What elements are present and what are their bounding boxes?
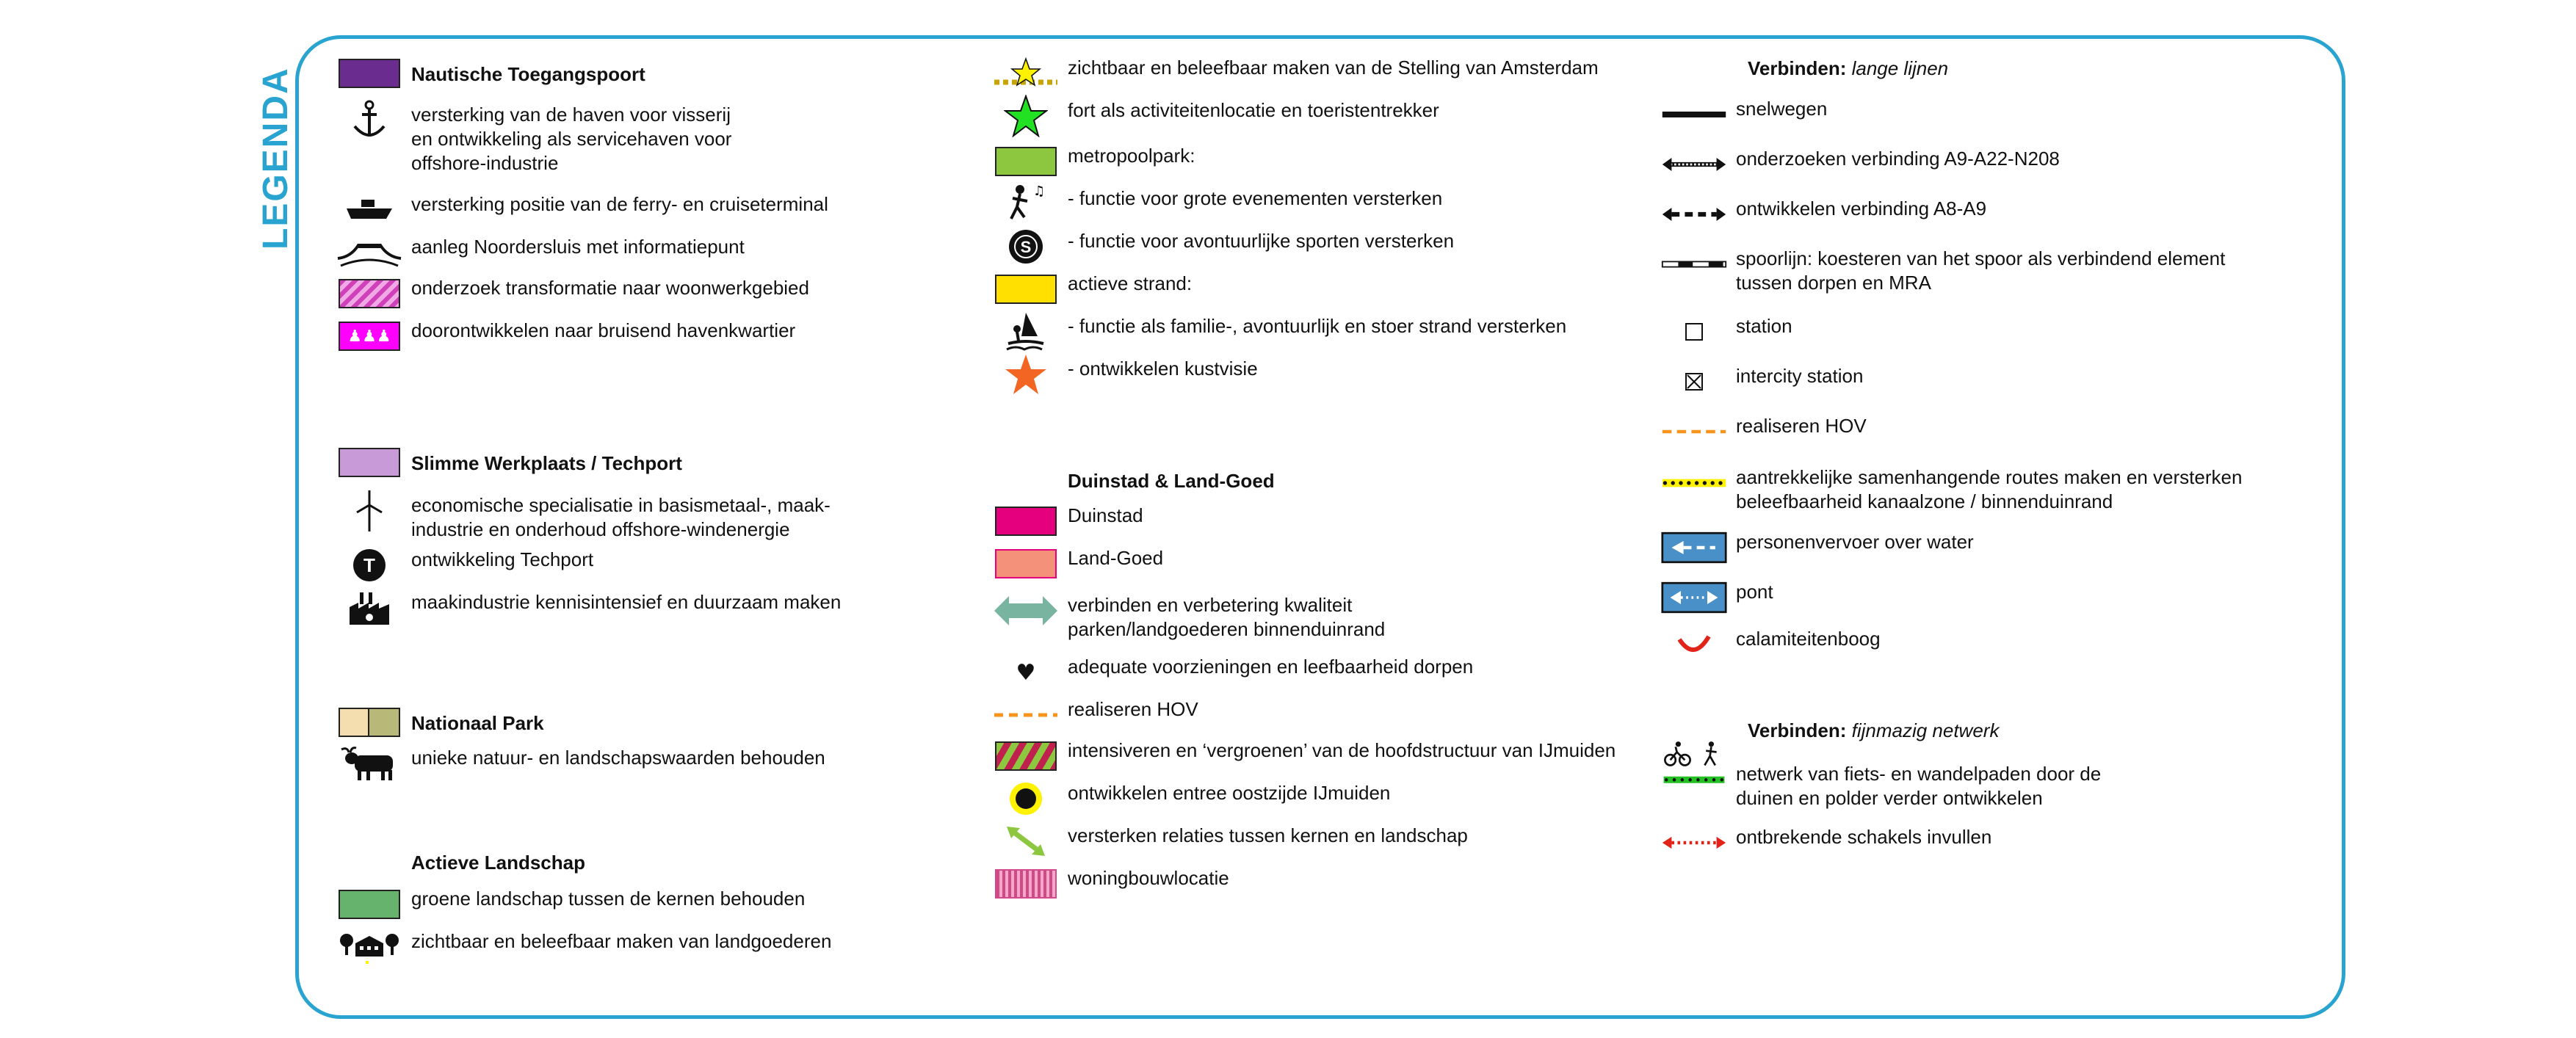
legend-swatch-nautisch bbox=[336, 56, 411, 91]
svg-text:T: T bbox=[363, 554, 375, 576]
section-title-slimme: Slimme Werkplaats / Techport bbox=[411, 452, 682, 474]
legend-item: versterking positie van de ferry- en cruiseterminal bbox=[336, 192, 828, 228]
legend-item: Duinstad bbox=[993, 504, 1143, 539]
legend-item: - ontwikkelen kustvisie bbox=[993, 357, 1258, 392]
factory-icon bbox=[336, 590, 402, 625]
legend-item: S - functie voor avontuurlijke sporten versterken bbox=[993, 229, 1454, 264]
legend-item: versterking van de haven voor visserij en ontwikkeling als servicehaven voor offshore-industrie bbox=[336, 103, 731, 175]
windsurf-icon bbox=[993, 314, 1059, 349]
legend-item: zichtbaar en beleefbaar maken van de Stelling van Amsterdam bbox=[993, 56, 1599, 91]
legend-item: unieke natuur- en landschapswaarden behouden bbox=[336, 746, 825, 781]
harbour-quarter-icon: ♟♟♟ bbox=[336, 319, 402, 354]
legend-item: onderzoeken verbinding A9-A22-N208 bbox=[1661, 147, 2060, 182]
motorway-icon bbox=[1661, 97, 1727, 132]
section-title-nautisch: Nautische Toegangspoort bbox=[411, 63, 645, 85]
green-box bbox=[336, 887, 402, 922]
duinstad-box bbox=[993, 504, 1059, 539]
legend-swatch-nationaal bbox=[336, 705, 411, 740]
legend-item: verbinden en verbetering kwaliteit parken/landgoederen binnenduinrand bbox=[993, 593, 1385, 642]
legend-item: personenvervoer over water bbox=[1661, 530, 1974, 565]
legend-item: intercity station bbox=[1661, 364, 1863, 399]
legend-item: onderzoek transformatie naar woonwerkgebied bbox=[336, 276, 809, 311]
s-circle-icon bbox=[993, 229, 1059, 264]
yellow-route-icon bbox=[1661, 465, 1727, 501]
legend-item: calamiteitenboog bbox=[1661, 627, 1881, 662]
legend-item: realiseren HOV bbox=[1661, 414, 1867, 449]
legend-item: ontwikkelen verbinding A8-A9 bbox=[1661, 197, 1986, 232]
legend-item: netwerk van fiets- en wandelpaden door de duinen en polder verder ontwikkelen bbox=[1661, 736, 2101, 810]
legend-item: ontwikkelen entree oostzijde IJmuiden bbox=[993, 781, 1390, 816]
stelling-icon bbox=[993, 56, 1059, 91]
green-star-icon bbox=[993, 98, 1059, 134]
legend-item: spoorlijn: koesteren van het spoor als verbindend element tussen dorpen en MRA bbox=[1661, 247, 2225, 295]
highland-cow-icon bbox=[336, 746, 402, 781]
legend-item: groene landschap tussen de kernen behouden bbox=[336, 887, 805, 922]
legend-item: ♥ adequate voorzieningen en leefbaarheid dorpen bbox=[993, 655, 1473, 690]
green-arrow-icon bbox=[993, 824, 1059, 859]
teal-arrow-icon bbox=[993, 593, 1059, 628]
legend-item: - functie als familie-, avontuurlijk en stoer strand versterken bbox=[993, 314, 1566, 349]
legend-swatch-slimme bbox=[336, 445, 411, 480]
ferry-pont-icon bbox=[1661, 580, 1727, 615]
dotted-arrow-icon bbox=[1661, 147, 1727, 182]
legend-item: pont bbox=[1661, 580, 1773, 615]
section-title-duinstad: Duinstad & Land-Goed bbox=[1068, 470, 1275, 492]
event-icon bbox=[993, 186, 1059, 222]
calamity-arc-icon bbox=[1661, 627, 1727, 662]
legend-item: maakindustrie kennisintensief en duurzaam maken bbox=[336, 590, 841, 625]
water-transport-icon bbox=[1661, 530, 1727, 565]
anchor-icon bbox=[336, 103, 402, 138]
legend-item: realiseren HOV bbox=[993, 697, 1198, 733]
hov-dash-icon bbox=[1661, 414, 1727, 449]
legend-item: intensiveren en ‘vergroenen’ van de hoofdstructuur van IJmuiden bbox=[993, 738, 1616, 774]
ferry-icon bbox=[336, 192, 402, 228]
legend-item: aanleg Noordersluis met informatiepunt bbox=[336, 235, 745, 270]
legend-item: snelwegen bbox=[1661, 97, 1827, 132]
legend-item: versterken relaties tussen kernen en landschap bbox=[993, 824, 1468, 859]
strand-box bbox=[993, 272, 1059, 307]
legend-item: ♟♟♟ doorontwikkelen naar bruisend havenkwartier bbox=[336, 319, 795, 354]
legend-item: ontbrekende schakels invullen bbox=[1661, 825, 1991, 860]
station-icon bbox=[1661, 314, 1727, 349]
section-title-nationaal: Nationaal Park bbox=[411, 712, 544, 734]
legend-item: metropoolpark: bbox=[993, 144, 1195, 179]
orange-star-icon bbox=[993, 357, 1059, 392]
section-title-fijnmazig: Verbinden: fijnmazig netwerk bbox=[1748, 719, 2000, 741]
stripe-box bbox=[993, 738, 1059, 774]
legend-item: economische specialisatie in basismetaal-, maak- industrie en onderhoud offshore-windenergie bbox=[336, 493, 831, 542]
sluice-icon bbox=[336, 235, 402, 270]
entree-dot-icon bbox=[993, 781, 1059, 816]
section-title-actieve-landschap: Actieve Landschap bbox=[411, 852, 585, 874]
legend-item: woningbouwlocatie bbox=[993, 866, 1229, 901]
dashed-arrow-icon bbox=[1661, 197, 1727, 232]
svg-text:S: S bbox=[1020, 238, 1032, 256]
landgoed-box bbox=[993, 546, 1059, 581]
estate-icon bbox=[336, 929, 402, 965]
red-dotted-arrow-icon bbox=[1661, 825, 1727, 860]
section-title-lange-lijnen: Verbinden: lange lijnen bbox=[1748, 57, 1949, 79]
wind-turbine-icon bbox=[336, 493, 402, 529]
bike-walk-icon bbox=[1661, 736, 1727, 802]
hatched-box bbox=[336, 276, 402, 311]
legend-item: Land-Goed bbox=[993, 546, 1163, 581]
legend-item: actieve strand: bbox=[993, 272, 1192, 307]
hov-dash-icon bbox=[993, 697, 1059, 733]
legend-item: T ontwikkeling Techport bbox=[336, 548, 593, 583]
legend-item: station bbox=[1661, 314, 1792, 349]
railway-icon bbox=[1661, 247, 1727, 282]
legend-item: aantrekkelijke samenhangende routes maken en versterken beleefbaarheid kanaalzone / binnenduinrand bbox=[1661, 465, 2242, 514]
legend-item: zichtbaar en beleefbaar maken van landgoederen bbox=[336, 929, 831, 965]
legend-item: fort als activiteitenlocatie en toeristentrekker bbox=[993, 98, 1439, 134]
legend-title: LEGENDA bbox=[256, 67, 295, 250]
heart-icon: ♥ bbox=[1016, 659, 1036, 686]
legend-item: ♫ - functie voor grote evenementen versterken bbox=[993, 186, 1442, 222]
intercity-station-icon bbox=[1661, 364, 1727, 399]
metropoolpark-box bbox=[993, 144, 1059, 179]
techport-icon bbox=[336, 548, 402, 583]
housing-box bbox=[993, 866, 1059, 901]
svg-text:♫: ♫ bbox=[1033, 184, 1046, 199]
